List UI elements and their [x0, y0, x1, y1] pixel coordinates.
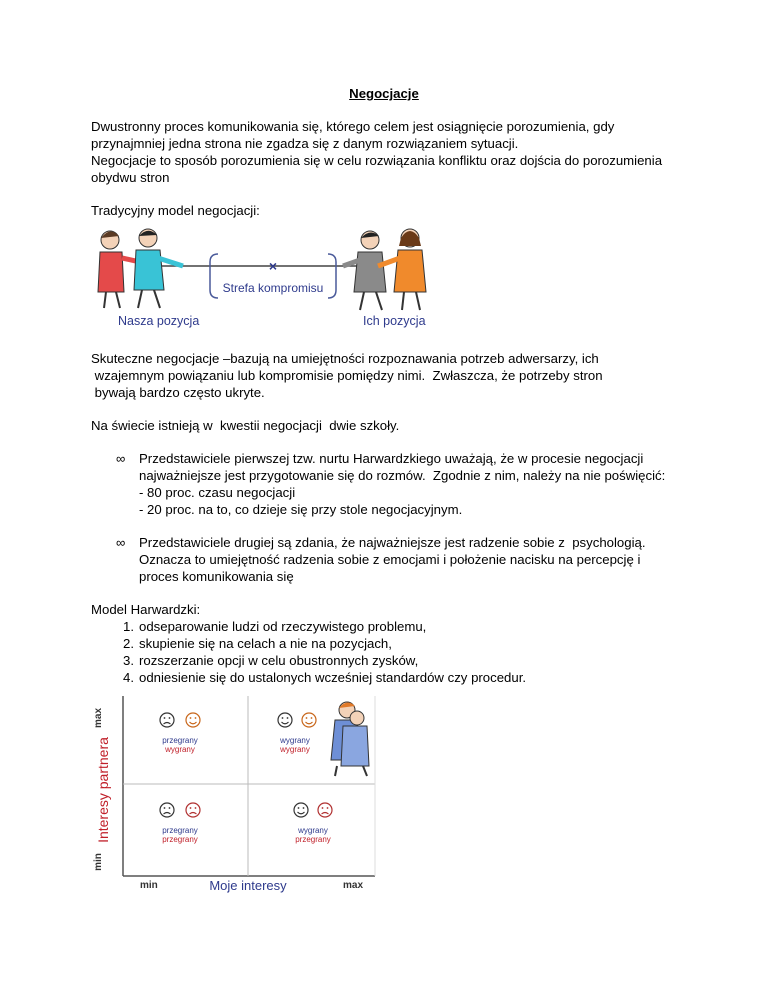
list-number: 1.: [123, 619, 134, 634]
school1-line: - 20 proc. na to, co dzieje się przy stole negocjacyjnym.: [139, 502, 463, 517]
school2-line: Przedstawiciele drugiej są zdania, że najważniejsze jest radzenie sobie z psychologią.: [139, 535, 646, 550]
effective-line: wzajemnym powiązaniu lub kompromisie pomiędzy nimi. Zwłaszcza, że potrzeby stron: [91, 368, 603, 383]
q-bottom-left-line2: przegrany: [162, 835, 198, 844]
school1-line: najważniejsze jest przygotowanie się do rozmów. Zgodnie z nim, należy na nie poświęcić:: [139, 468, 666, 483]
q-bottom-right-line2: przegrany: [295, 835, 331, 844]
intro-line: przynajmniej jedna strona nie zgadza się z danym rozwiązaniem sytuacji.: [91, 136, 519, 151]
right-position-label: Ich pozycja: [363, 314, 426, 328]
q-top-left-line1: przegrany: [162, 736, 198, 745]
zone-bracket-left: [210, 254, 218, 298]
traditional-heading: Tradycyjny model negocjacji:: [91, 203, 260, 218]
y-min-label: min: [93, 853, 104, 871]
q-bottom-left-line1: przegrany: [162, 826, 198, 835]
effective-line: Skuteczne negocjacje –bazują na umiejętności rozpoznawania potrzeb adwersarzy, ich: [91, 351, 599, 366]
bullet-icon: ∞: [116, 535, 126, 550]
figure-right-woman: [378, 229, 426, 310]
sad-face-icon: [160, 713, 174, 727]
x-axis-title: Moje interesy: [209, 878, 287, 893]
happy-face-icon: [294, 803, 308, 817]
sad-face-icon: [186, 803, 200, 817]
page-title: Negocjacje: [349, 86, 419, 101]
effective-line: bywają bardzo często ukryte.: [91, 385, 265, 400]
x-min-label: min: [140, 880, 158, 891]
school1-line: - 80 proc. czasu negocjacji: [139, 485, 296, 500]
list-item: rozszerzanie opcji w celu obustronnych zysków,: [139, 653, 419, 668]
happy-face-icon: [186, 713, 200, 727]
q-top-right-line1: wygrany: [280, 736, 310, 745]
harvard-heading: Model Harwardzki:: [91, 602, 201, 617]
tug-of-war-illustration: [88, 222, 448, 334]
left-position-label: Nasza pozycja: [118, 314, 200, 328]
list-number: 4.: [123, 670, 134, 685]
interest-matrix: [85, 690, 385, 894]
zone-label: Strefa kompromisu: [222, 281, 324, 295]
bullet-icon: ∞: [116, 451, 126, 466]
school2-line: proces komunikowania się: [139, 569, 294, 584]
y-max-label: max: [93, 707, 104, 729]
school2-line: Oznacza to umiejętność radzenia sobie z emocjami i położenie nacisku na percepcję i: [139, 552, 641, 567]
hugging-people-icon: [331, 702, 369, 776]
list-item: skupienie się na celach a nie na pozycjach,: [139, 636, 392, 651]
list-number: 2.: [123, 636, 134, 651]
center-mark-icon: ×: [268, 258, 278, 274]
happy-face-icon: [278, 713, 292, 727]
y-axis-title: Interesy partnera: [95, 737, 111, 843]
sad-face-icon: [160, 803, 174, 817]
intro-line: Negocjacje to sposób porozumienia się w celu rozwiązania konfliktu oraz dojścia do porozumienia: [91, 153, 663, 168]
list-item: odseparowanie ludzi od rzeczywistego problemu,: [139, 619, 427, 634]
x-max-label: max: [343, 880, 364, 891]
figure-right-man: [343, 231, 386, 310]
q-bottom-right-line1: wygrany: [298, 826, 328, 835]
list-item: odniesienie się do ustalonych wcześniej standardów czy procedur.: [139, 670, 527, 685]
list-number: 3.: [123, 653, 134, 668]
zone-bracket-right: [328, 254, 336, 298]
figure-left-man: [134, 229, 183, 308]
sad-face-icon: [318, 803, 332, 817]
schools-intro: Na świecie istnieją w kwestii negocjacji dwie szkoły.: [91, 418, 400, 433]
q-top-left-line2: wygrany: [165, 745, 195, 754]
intro-line: Dwustronny proces komunikowania się, którego celem jest osiągnięcie porozumienia, gdy: [91, 119, 615, 134]
intro-line: obydwu stron: [91, 170, 170, 185]
school1-line: Przedstawiciele pierwszej tzw. nurtu Harwardzkiego uważają, że w procesie negocjacji: [139, 451, 644, 466]
happy-face-icon: [302, 713, 316, 727]
q-top-right-line2: wygrany: [280, 745, 310, 754]
